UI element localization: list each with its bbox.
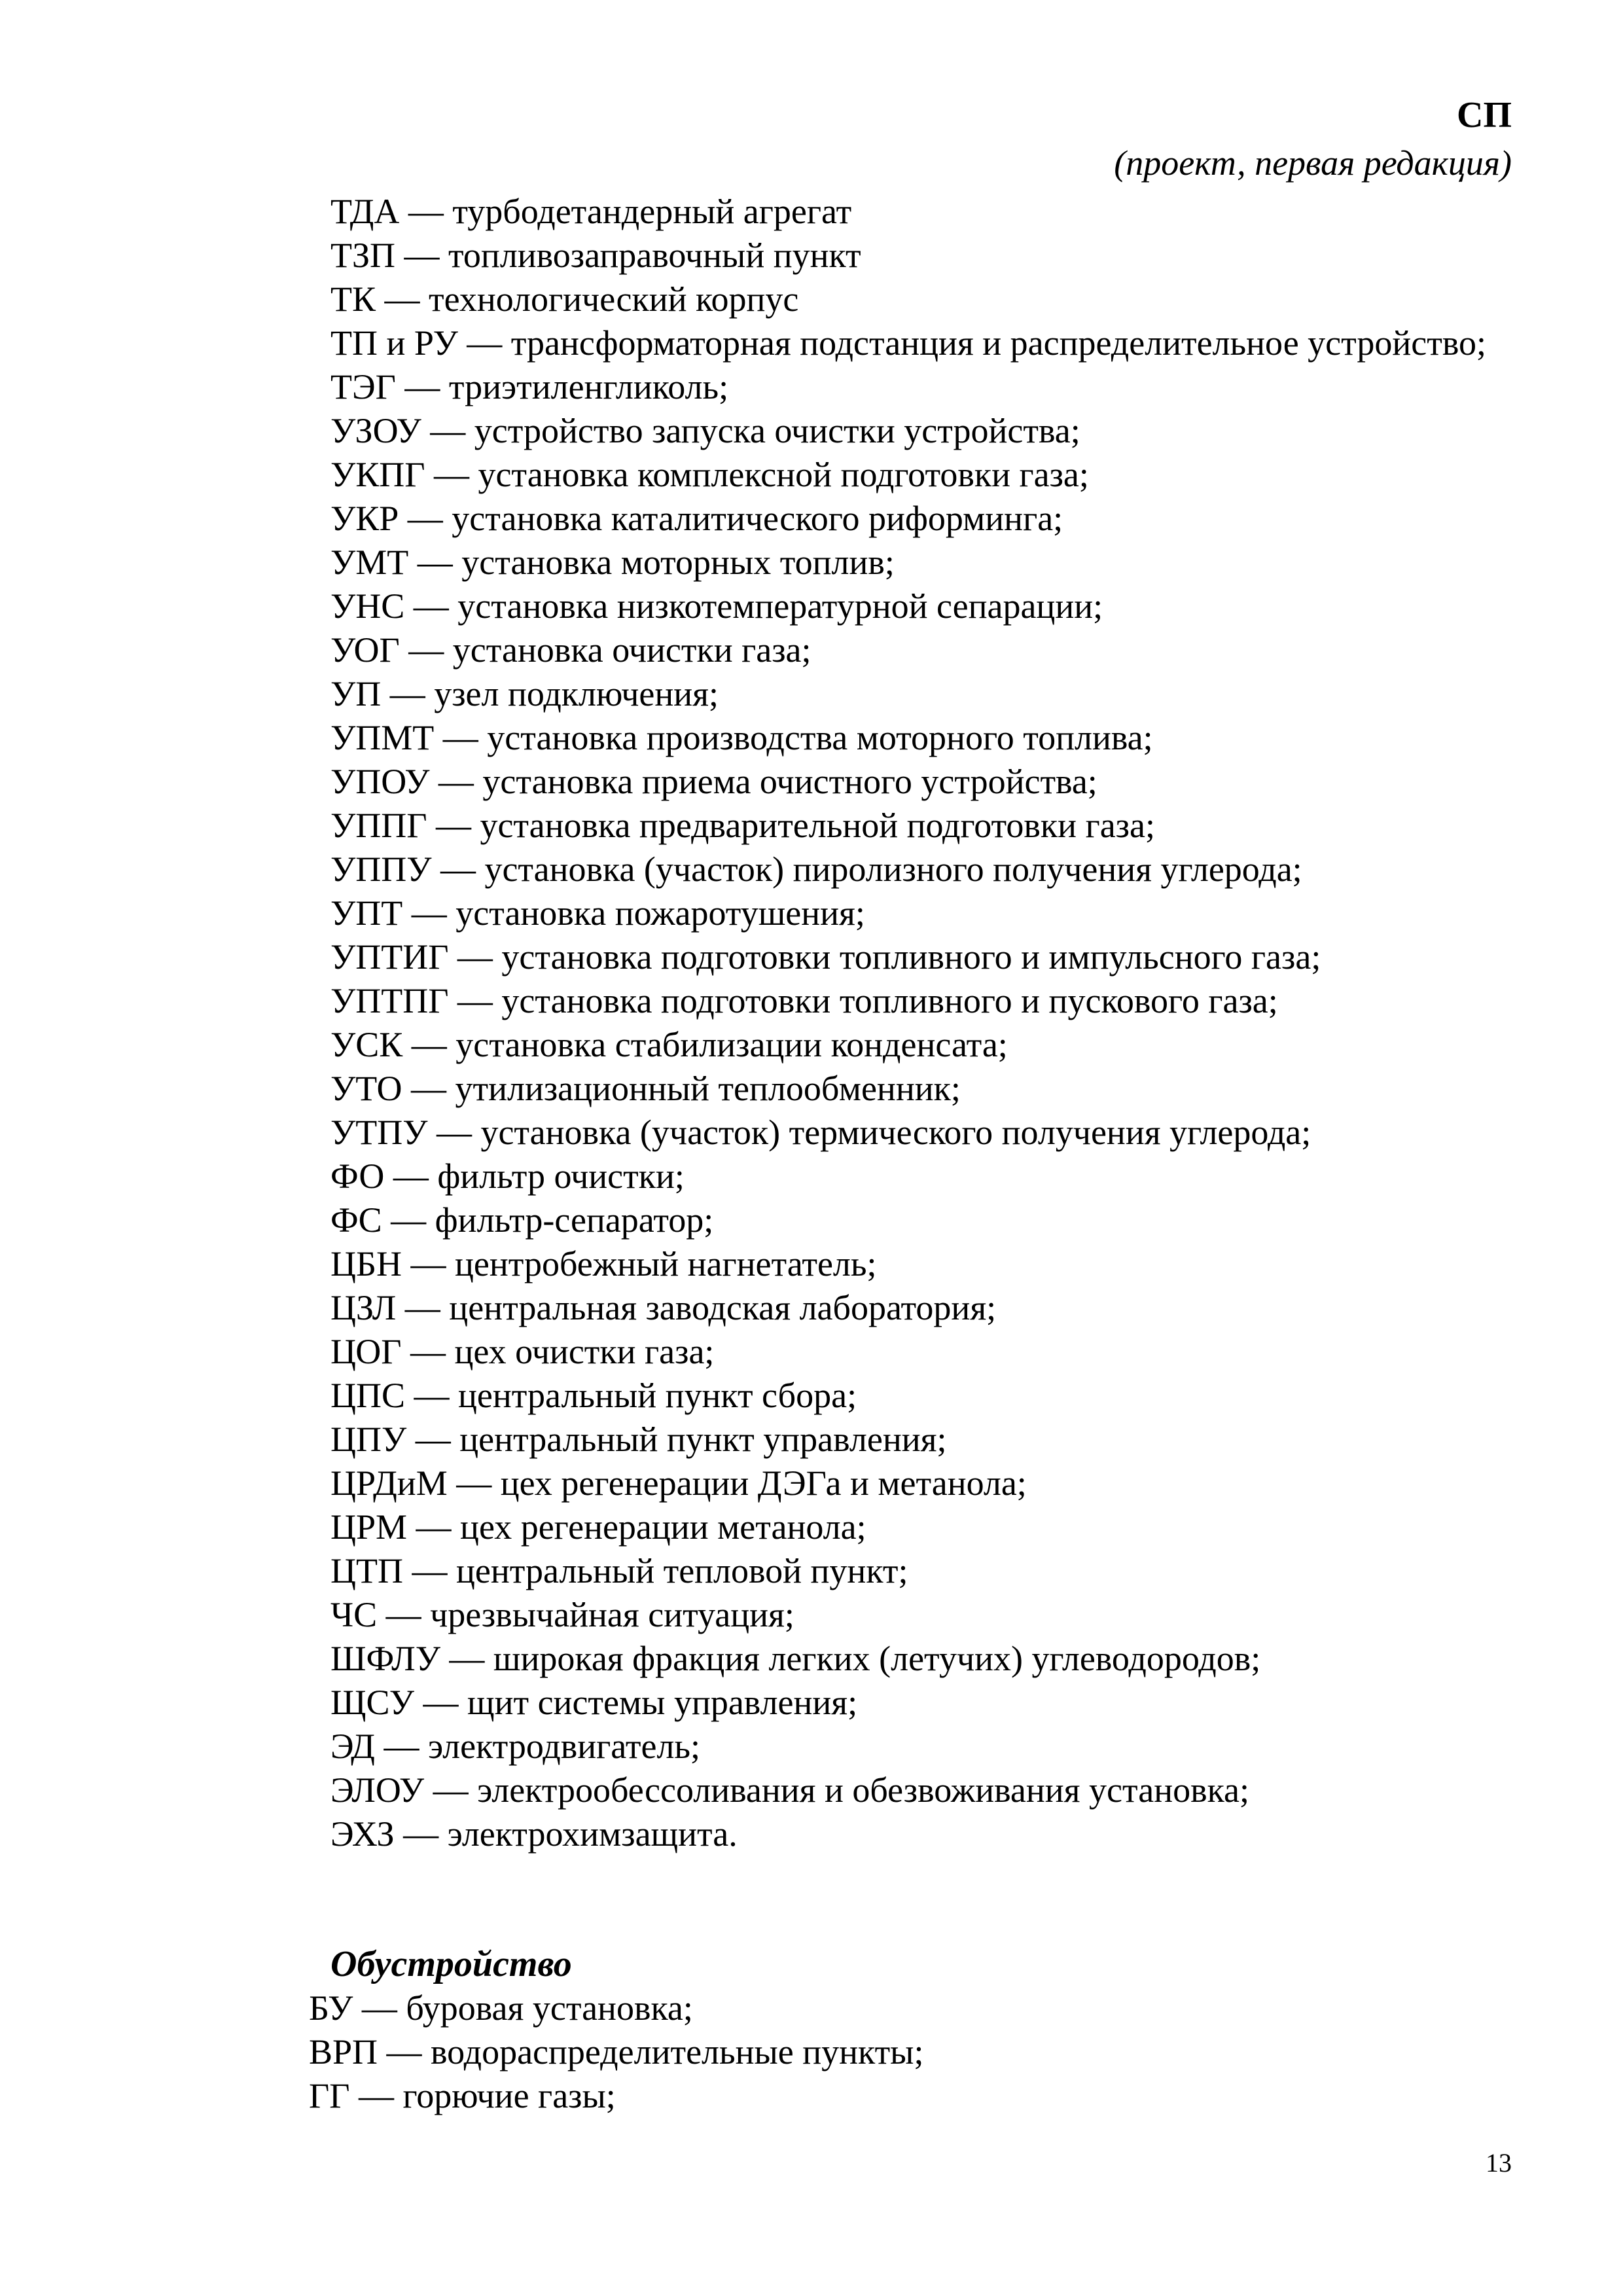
list-item: ЦПУ — центральный пункт управления; (330, 1420, 947, 1459)
header-code: СП (1457, 95, 1512, 135)
list-item: УМТ — установка моторных топлив; (330, 543, 895, 582)
page-number: 13 (1486, 2148, 1512, 2178)
list-item: ЦРМ — цех регенерации метанола; (330, 1507, 866, 1547)
list-item: УНС — установка низкотемпературной сепарации; (330, 586, 1103, 626)
list-item: УППУ — установка (участок) пиролизного получения углерода; (330, 850, 1302, 889)
list-item: ГГ — горючие газы; (309, 2076, 616, 2115)
list-item: УПТИГ — установка подготовки топливного и импульсного газа; (330, 937, 1321, 977)
list-item: УПТПГ — установка подготовки топливного и пускового газа; (330, 981, 1278, 1020)
list-item: ЩСУ — щит системы управления; (330, 1683, 858, 1722)
list-item: ЭД — электродвигатель; (330, 1727, 701, 1766)
list-item: УТО — утилизационный теплообменник; (330, 1069, 961, 1108)
list-item: ТЗП — топливозаправочный пункт (330, 236, 861, 275)
list-item: УПОУ — установка приема очистного устройства; (330, 762, 1097, 801)
list-item: ТДА — турбодетандерный агрегат (330, 192, 852, 231)
list-item: ЦТП — центральный тепловой пункт; (330, 1551, 908, 1590)
list-item: УОГ — установка очистки газа; (330, 630, 812, 670)
list-item: ЦОГ — цех очистки газа; (330, 1332, 715, 1371)
list-item: УКПГ — установка комплексной подготовки газа; (330, 455, 1089, 494)
abbreviation-list (330, 190, 1508, 1856)
list-item: ЧС — чрезвычайная ситуация; (330, 1595, 794, 1634)
list-item: ТЭГ — триэтиленгликоль; (330, 367, 729, 406)
list-item: ТК — технологический корпус (330, 279, 799, 319)
list-item: ЭЛОУ — электрообессоливания и обезвоживания установка; (330, 1770, 1249, 1810)
list-item: ФС — фильтр-сепаратор; (330, 1200, 714, 1240)
list-item: УКР — установка каталитического риформинга; (330, 499, 1063, 538)
list-item: УСК — установка стабилизации конденсата; (330, 1025, 1008, 1064)
list-item: ФО — фильтр очистки; (330, 1157, 685, 1196)
list-item: ЦБН — центробежный нагнетатель; (330, 1244, 877, 1283)
section-list (309, 1986, 923, 2118)
list-item: ТП и РУ — трансформаторная подстанция и распределительное устройство; (330, 323, 1486, 363)
list-item: УЗОУ — устройство запуска очистки устройства; (330, 411, 1080, 450)
section-title: Обустройство (330, 1944, 572, 1984)
list-item: ЦПС — центральный пункт сбора; (330, 1376, 857, 1415)
list-item: УППГ — установка предварительной подготовки газа; (330, 806, 1155, 845)
list-item: УПМТ — установка производства моторного топлива; (330, 718, 1153, 757)
list-item: БУ — буровая установка; (309, 1988, 693, 2028)
header-subtitle: (проект, первая редакция) (1114, 143, 1512, 183)
list-item: ВРП — водораспределительные пункты; (309, 2032, 924, 2072)
list-item: ЭХЗ — электрохимзащита. (330, 1814, 738, 1854)
list-item: УПТ — установка пожаротушения; (330, 893, 865, 933)
list-item: ШФЛУ — широкая фракция легких (летучих) углеводородов; (330, 1639, 1261, 1678)
list-item: ЦРДиМ — цех регенерации ДЭГа и метанола; (330, 1463, 1027, 1503)
list-item: УП — узел подключения; (330, 674, 719, 713)
list-item: ЦЗЛ — центральная заводская лаборатория; (330, 1288, 997, 1327)
list-item: УТПУ — установка (участок) термического получения углерода; (330, 1113, 1311, 1152)
